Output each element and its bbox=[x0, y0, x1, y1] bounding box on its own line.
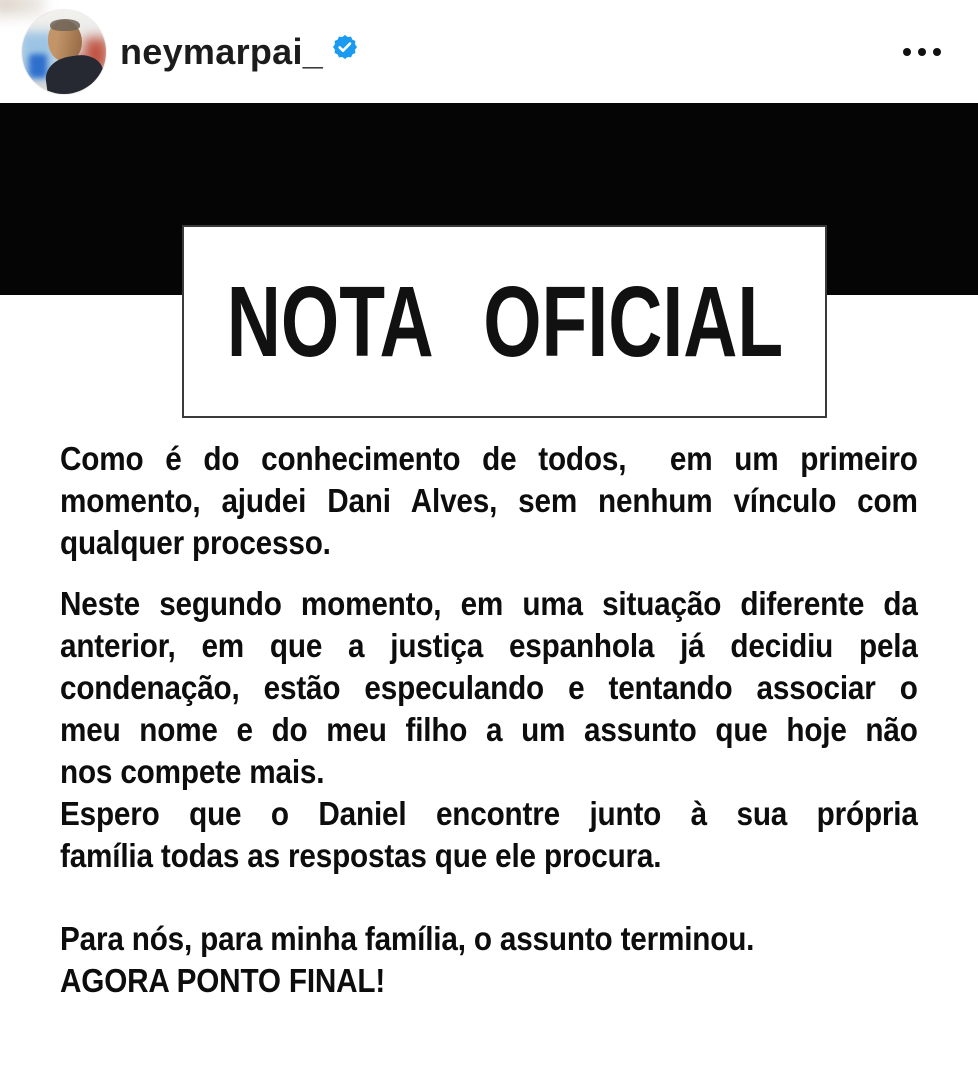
photo-edge-artifact bbox=[0, 0, 44, 16]
paragraph-4 bbox=[60, 918, 918, 1002]
more-options-dot bbox=[933, 48, 941, 56]
body-line: momento, ajudei Dani Alves, sem nenhum vínculo com bbox=[60, 482, 918, 519]
verified-badge-icon bbox=[333, 35, 357, 59]
body-line: família todas as respostas que ele procura. bbox=[60, 837, 662, 874]
more-options-icon[interactable] bbox=[901, 40, 943, 64]
paragraph-3 bbox=[60, 793, 918, 877]
body-line: Como é do conhecimento de todos, em um primeiro bbox=[60, 440, 918, 477]
avatar[interactable] bbox=[22, 10, 106, 94]
body-line: AGORA PONTO FINAL! bbox=[60, 962, 386, 999]
body-line: condenação, estão especulando e tentando associar o bbox=[60, 669, 918, 706]
avatar-blue-patch bbox=[29, 54, 47, 78]
paragraph-1 bbox=[60, 438, 918, 564]
body-line: Neste segundo momento, em uma situação diferente da bbox=[60, 585, 918, 622]
note-body bbox=[60, 295, 918, 1002]
body-line: anterior, em que a justiça espanhola já decidiu pela bbox=[60, 627, 918, 664]
username[interactable]: neymarpai_ bbox=[120, 30, 324, 72]
body-line: qualquer processo. bbox=[60, 524, 331, 561]
post-header bbox=[0, 0, 978, 103]
body-line: meu nome e do meu filho a um assunto que hoje não bbox=[60, 711, 918, 748]
body-line: nos compete mais. bbox=[60, 753, 325, 790]
more-options-dot bbox=[903, 48, 911, 56]
body-line: Espero que o Daniel encontre junto à sua própria bbox=[60, 795, 918, 832]
body-line: Para nós, para minha família, o assunto terminou. bbox=[60, 920, 755, 957]
post-image[interactable] bbox=[0, 103, 978, 1084]
official-note-title: NOTA OFICIAL bbox=[226, 265, 783, 378]
more-options-dot bbox=[918, 48, 926, 56]
paragraph-2 bbox=[60, 583, 918, 793]
